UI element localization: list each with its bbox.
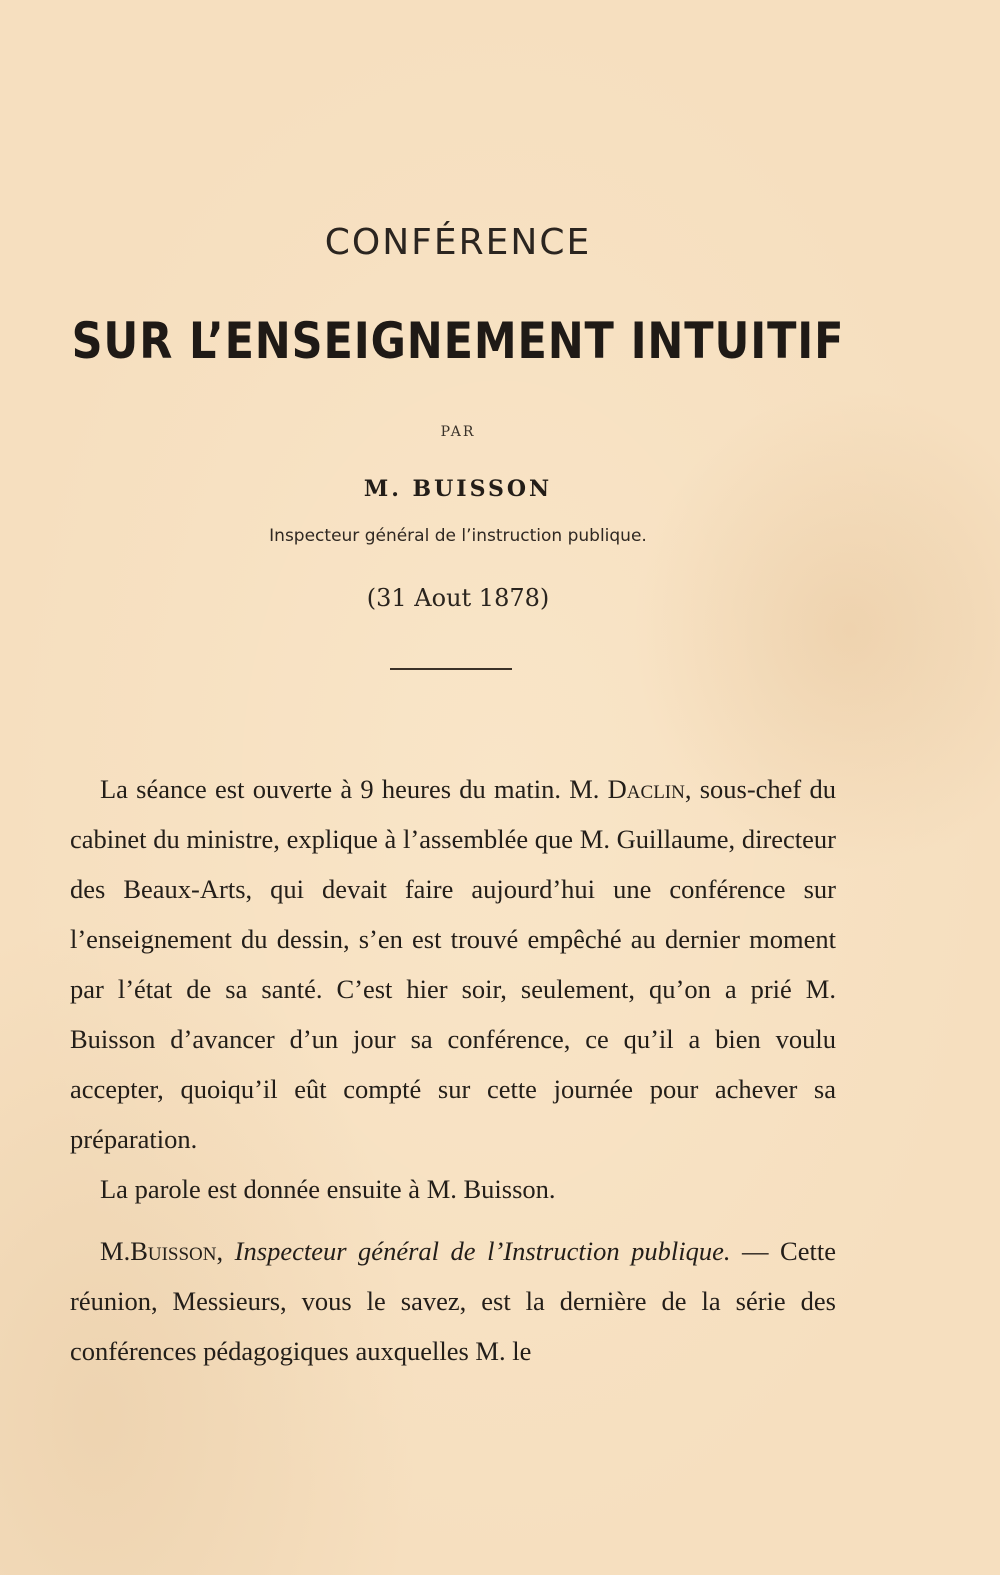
author-title: Inspecteur général de l’instruction publique. [269,526,647,546]
by-label: PAR [440,424,476,440]
author-name: M. BUISSON [363,476,553,502]
paragraph-3-rest: — Cette réunion, Messieurs, vous le savez, est la dernière de la série des conférences pédagogiques auxquelles M. le [70,1236,836,1366]
body-text [70,764,836,1376]
paragraph-3 [70,1226,836,1376]
paragraph-3-name: Buisson, [130,1236,224,1266]
paragraph-1-rest: , sous-chef du cabinet du ministre, explique à l’assemblée que M. Guillaume, directeur des Beaux-Arts, qui devait faire aujourd’hui une conférence sur l’enseignement du dessin, s’en est trouvé empêché au dernier moment par l’état de sa santé. C’est hier soir, seulement, qu’on a prié M. Buisson d’avancer d’un jour sa conférence, ce qu’il a bien voulu accepter, quoiqu’il eût compté sur cette journée pour achever sa préparation. [70,774,836,1154]
paragraph-1-start: La séance est ouverte à 9 heures du matin. M. [100,774,608,804]
paragraph-3-title: Inspecteur général de l’Instruction publique. [223,1236,731,1266]
paragraph-1 [70,764,836,1164]
title-line-2: SUR L’ENSEIGNEMENT INTUITIF [71,312,845,370]
divider-rule [390,668,512,670]
paragraph-2: La parole est donnée ensuite à M. Buisson. [100,1174,556,1204]
paragraph-gap [70,1214,836,1226]
title-line-1: CONFÉRENCE [324,222,592,263]
conference-date: (31 Aout 1878) [366,584,550,612]
paragraph-1-name: Daclin [607,774,685,804]
paragraph-3-prefix: M. [100,1236,131,1266]
